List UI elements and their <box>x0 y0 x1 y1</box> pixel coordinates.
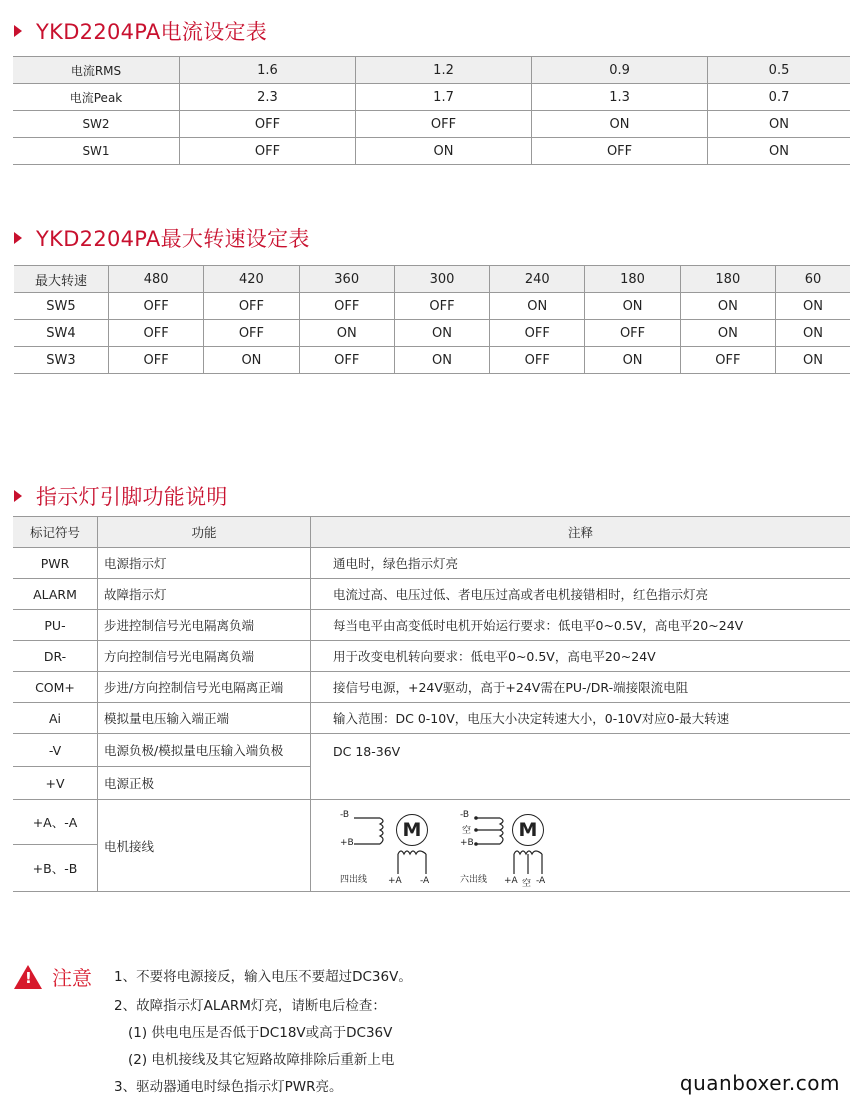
pin-note: 每当电平由高变低时电机开始运行要求：低电平0~0.5V，高电平20~24V <box>311 610 850 641</box>
pin-symbol: PWR <box>13 548 98 579</box>
table-cell: OFF <box>680 347 775 374</box>
terminal-label: -A <box>420 876 430 886</box>
pin-symbol: ALARM <box>13 579 98 610</box>
table-cell: 180 <box>680 266 775 293</box>
table-cell: OFF <box>109 347 204 374</box>
notice-line: 3、驱动器通电时绿色指示灯PWR亮。 <box>114 1079 343 1095</box>
motor-icon <box>512 814 544 846</box>
speed-table-title <box>14 223 310 253</box>
table-cell: ON <box>394 347 489 374</box>
terminal-label: 空 <box>522 879 532 889</box>
speed-setting-table <box>14 265 850 374</box>
pin-function: 故障指示灯 <box>98 579 311 610</box>
table-row <box>14 266 850 293</box>
pin-note: 电流过高、电压过低、者电压过高或者电机接错相时，红色指示灯亮 <box>311 579 850 610</box>
table-cell: 1.2 <box>356 57 532 84</box>
pin-symbol: COM+ <box>13 672 98 703</box>
table-cell: ON <box>204 347 299 374</box>
six-wire-diagram <box>460 808 570 892</box>
motor-glyph: M <box>402 819 422 841</box>
table-cell: 1.6 <box>180 57 356 84</box>
table-cell: ON <box>394 320 489 347</box>
column-header: 功能 <box>98 517 311 548</box>
pin-symbol: +V <box>13 767 98 800</box>
notice-label: 注意 <box>52 966 92 990</box>
table-row <box>13 138 850 165</box>
triangle-bullet-icon <box>14 490 22 502</box>
table-cell: ON <box>708 138 850 165</box>
table-cell: OFF <box>299 347 394 374</box>
notice-line: 2、故障指示灯ALARM灯亮，请断电后检查： <box>114 998 386 1014</box>
terminal-label: 空 <box>462 826 472 836</box>
table-cell: 480 <box>109 266 204 293</box>
pin-function: 步进/方向控制信号光电隔离正端 <box>98 672 311 703</box>
column-header: 注释 <box>311 517 850 548</box>
pin-symbol: DR- <box>13 641 98 672</box>
table-cell: ON <box>680 293 775 320</box>
pin-function: 电机接线 <box>98 800 311 892</box>
table-cell: OFF <box>109 320 204 347</box>
notice-line: (2) 电机接线及其它短路故障排除后重新上电 <box>128 1052 395 1068</box>
terminal-label: +A <box>504 876 518 886</box>
row-header: SW1 <box>13 138 180 165</box>
table-row <box>14 320 850 347</box>
table-cell: OFF <box>490 347 585 374</box>
table-cell: ON <box>356 138 532 165</box>
table-cell: ON <box>775 293 850 320</box>
pin-function: 步进控制信号光电隔离负端 <box>98 610 311 641</box>
four-wire-diagram <box>340 808 450 892</box>
pin-note: DC 18-36V <box>311 734 850 800</box>
pin-function: 模拟量电压输入端正端 <box>98 703 311 734</box>
table-cell: OFF <box>394 293 489 320</box>
table-row <box>13 672 850 703</box>
current-table-title-text: YKD2204PA电流设定表 <box>36 20 268 44</box>
table-cell: ON <box>585 347 680 374</box>
notice-heading <box>14 962 92 991</box>
table-cell: ON <box>680 320 775 347</box>
triangle-bullet-icon <box>14 25 22 37</box>
speed-table-title-text: YKD2204PA最大转速设定表 <box>36 227 310 251</box>
table-cell: 360 <box>299 266 394 293</box>
table-cell: 180 <box>585 266 680 293</box>
pin-note: 用于改变电机转向要求：低电平0~0.5V，高电平20~24V <box>311 641 850 672</box>
table-cell: 1.7 <box>356 84 532 111</box>
table-cell: OFF <box>299 293 394 320</box>
table-cell: 420 <box>204 266 299 293</box>
table-row <box>13 57 850 84</box>
table-cell: 2.3 <box>180 84 356 111</box>
pin-symbol: +A、-A <box>13 800 98 845</box>
table-cell: ON <box>490 293 585 320</box>
table-cell: OFF <box>585 320 680 347</box>
triangle-bullet-icon <box>14 232 22 244</box>
row-header: 电流Peak <box>13 84 180 111</box>
table-cell: OFF <box>204 293 299 320</box>
row-header: SW4 <box>14 320 109 347</box>
pin-function: 电源正极 <box>98 767 311 800</box>
table-cell: OFF <box>532 138 708 165</box>
motor-icon <box>396 814 428 846</box>
table-row <box>14 293 850 320</box>
table-cell: ON <box>775 320 850 347</box>
table-cell: OFF <box>204 320 299 347</box>
table-cell: 60 <box>775 266 850 293</box>
terminal-label: +A <box>388 876 402 886</box>
table-cell: ON <box>299 320 394 347</box>
table-cell: OFF <box>109 293 204 320</box>
pin-table-title-text: 指示灯引脚功能说明 <box>36 485 228 509</box>
row-header: 最大转速 <box>14 266 109 293</box>
table-cell: 300 <box>394 266 489 293</box>
pin-function: 电源负极/模拟量电压输入端负极 <box>98 734 311 767</box>
table-cell: ON <box>532 111 708 138</box>
table-cell: OFF <box>490 320 585 347</box>
table-cell: ON <box>585 293 680 320</box>
table-cell: OFF <box>180 138 356 165</box>
motor-glyph: M <box>518 819 538 841</box>
row-header: 电流RMS <box>13 57 180 84</box>
pin-note: 通电时，绿色指示灯亮 <box>311 548 850 579</box>
pin-symbol: Ai <box>13 703 98 734</box>
pin-symbol: +B、-B <box>13 845 98 892</box>
terminal-label: -B <box>460 810 470 820</box>
notice-line: 1、不要将电源接反，输入电压不要超过DC36V。 <box>114 969 412 985</box>
table-cell: OFF <box>356 111 532 138</box>
column-header: 标记符号 <box>13 517 98 548</box>
pin-function: 电源指示灯 <box>98 548 311 579</box>
terminal-label: -B <box>340 810 350 820</box>
table-cell: 1.3 <box>532 84 708 111</box>
table-row <box>13 641 850 672</box>
table-cell: 240 <box>490 266 585 293</box>
table-row <box>13 610 850 641</box>
row-header: SW5 <box>14 293 109 320</box>
table-cell: ON <box>775 347 850 374</box>
pin-symbol: PU- <box>13 610 98 641</box>
notice-line: (1) 供电电压是否低于DC18V或高于DC36V <box>128 1025 393 1041</box>
table-cell: 0.5 <box>708 57 850 84</box>
pin-symbol: -V <box>13 734 98 767</box>
terminal-label: +B <box>340 838 354 848</box>
pin-table-title <box>14 481 228 511</box>
table-cell: ON <box>708 111 850 138</box>
table-row <box>13 84 850 111</box>
watermark: quanboxer.com <box>679 1071 840 1095</box>
table-row <box>13 111 850 138</box>
current-table-title <box>14 16 267 46</box>
diagram-caption: 六出线 <box>460 875 488 885</box>
terminal-label: +B <box>460 838 474 848</box>
table-cell: 0.7 <box>708 84 850 111</box>
current-setting-table <box>13 56 850 165</box>
table-row <box>14 347 850 374</box>
warning-icon: ! <box>14 965 42 989</box>
table-cell: 0.9 <box>532 57 708 84</box>
table-header-row <box>13 517 850 548</box>
pin-note: 输入范围：DC 0-10V，电压大小决定转速大小，0-10V对应0-最大转速 <box>311 703 850 734</box>
diagram-caption: 四出线 <box>340 875 368 885</box>
pin-function: 方向控制信号光电隔离负端 <box>98 641 311 672</box>
table-row <box>13 579 850 610</box>
table-cell: OFF <box>180 111 356 138</box>
row-header: SW2 <box>13 111 180 138</box>
table-row <box>13 734 850 767</box>
table-row <box>13 703 850 734</box>
table-row <box>13 548 850 579</box>
terminal-label: -A <box>536 876 546 886</box>
row-header: SW3 <box>14 347 109 374</box>
pin-note: 接信号电源，+24V驱动，高于+24V需在PU-/DR-端接限流电阻 <box>311 672 850 703</box>
